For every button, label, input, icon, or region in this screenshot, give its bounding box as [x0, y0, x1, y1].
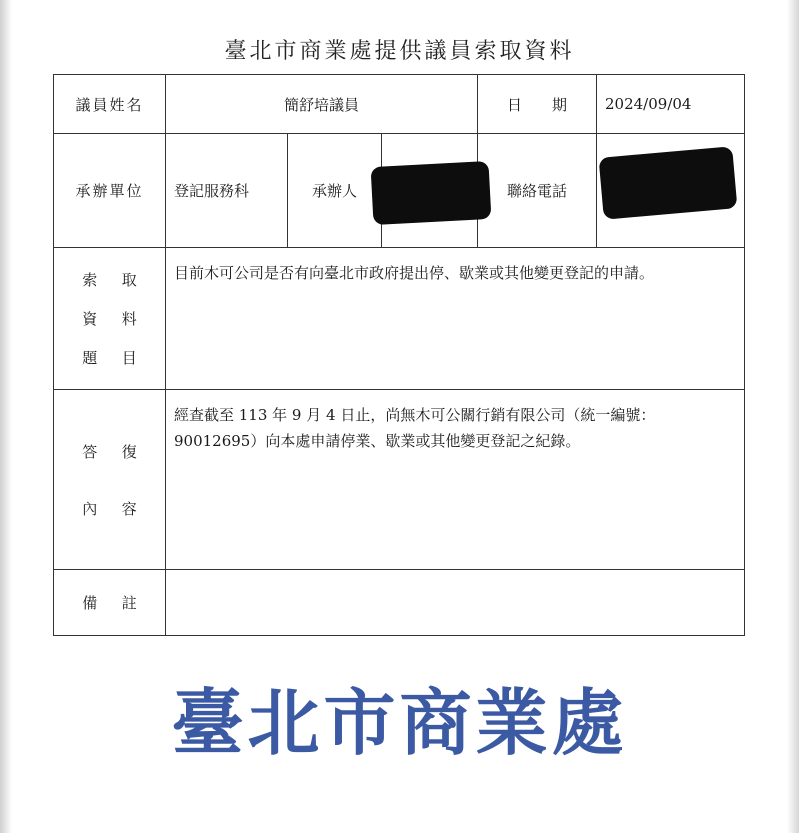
request-label-char: 料: [121, 310, 137, 328]
date-label: 日 期: [478, 75, 597, 134]
reply-content-value: 經查截至 113 年 9 月 4 日止，尚無木可公關行銷有限公司（統一編號：90012695）向本處申請停業、歇業或其他變更登記之紀錄。: [166, 390, 745, 570]
request-form-table: [53, 74, 745, 636]
row-request: [54, 248, 745, 390]
handling-unit-value: 登記服務科: [166, 134, 288, 248]
handler-value-cell: [382, 134, 478, 248]
request-label-char: 目: [121, 349, 137, 367]
remarks-label-char: 註: [121, 594, 137, 612]
councilor-name-value: 簡舒培議員: [166, 75, 478, 134]
date-value: 2024/09/04: [597, 75, 745, 134]
councilor-name-label: 議員姓名: [54, 75, 166, 134]
request-topic-value: 目前木可公司是否有向臺北市政府提出停、歇業或其他變更登記的申請。: [166, 248, 745, 390]
reply-content-label: [54, 390, 166, 570]
phone-label: 聯絡電話: [478, 134, 597, 248]
remarks-label: [54, 570, 166, 636]
redaction-mark-phone: [599, 146, 738, 219]
remarks-value: [166, 570, 745, 636]
document-title: 臺北市商業處提供議員索取資料: [224, 39, 575, 64]
request-label-char: 題: [82, 349, 98, 367]
reply-label-char: 內: [82, 499, 98, 518]
request-label-char: 資: [82, 310, 98, 328]
remarks-label-char: 備: [82, 594, 98, 612]
phone-value-cell: [597, 134, 745, 248]
agency-seal-stamp: 臺北市商業處: [171, 680, 628, 765]
reply-label-char: 容: [121, 499, 137, 518]
request-label-char: 取: [121, 271, 137, 289]
reply-label-char: 答: [82, 442, 98, 461]
row-reply: [54, 390, 745, 570]
reply-label-char: 復: [121, 442, 137, 461]
handler-label: 承辦人: [288, 134, 382, 248]
handling-unit-label: 承辦單位: [54, 134, 166, 248]
request-label-char: 索: [82, 271, 98, 289]
row-remarks: [54, 570, 745, 636]
request-topic-label: [54, 248, 166, 390]
row-handling: [54, 134, 745, 248]
row-councilor: [54, 75, 745, 134]
redaction-mark-handler: [371, 161, 492, 225]
